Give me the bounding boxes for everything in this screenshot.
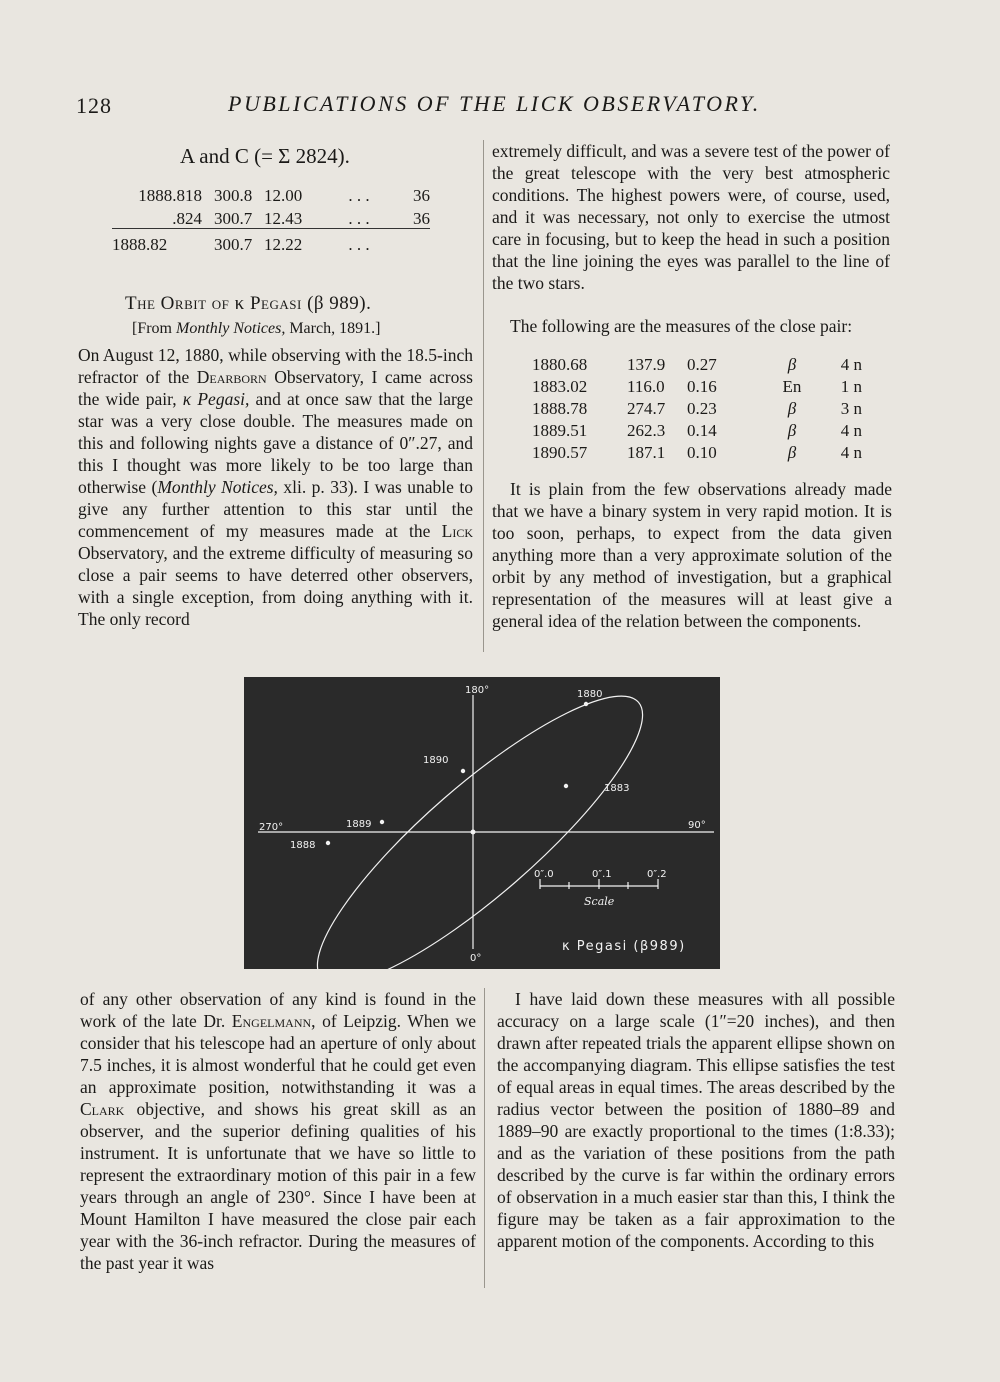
mean-dots: . . . <box>348 234 370 254</box>
table2-epoch: 1890.57 <box>532 443 588 462</box>
table2-nights: 4 n <box>840 421 862 440</box>
point-1889 <box>380 820 384 824</box>
table2-position-angle: 274.7 <box>627 399 666 418</box>
primary-star <box>471 830 476 835</box>
table2-observer: En <box>782 377 802 396</box>
source-journal: Monthly Notices, <box>176 320 286 337</box>
table2-nights: 3 n <box>840 399 862 418</box>
table2-position-angle: 137.9 <box>627 355 666 374</box>
table1-observer: . . . <box>348 185 370 205</box>
table2-epoch: 1888.78 <box>532 399 588 418</box>
label-0: 0° <box>470 953 482 964</box>
page-number: 128 <box>76 93 112 118</box>
lp1-lick: Lick <box>441 521 473 541</box>
section-heading <box>125 293 371 315</box>
table2-position-angle: 262.3 <box>627 421 666 440</box>
point-1880 <box>584 702 588 706</box>
table2-distance: 0.16 <box>687 377 717 396</box>
label-270: 270° <box>259 822 284 833</box>
right-paragraph-3: I have laid down these measures with all possible accuracy on a large scale (1″=20 inches), and then drawn after repeated trials the apparent ellipse shown on the accompanying diagram. This ellipse satisfies the test of equal areas in equal times. The areas described by the radius vector between the position of 1880–89 and 1889–90 are exactly proportional to the times (1:8.33); and as the variation of these positions from the path described by the curve is far within the ordinary errors of observation in a much easier star than this, I think the figure may be taken as a fair approximation to the apparent motion of the components. According to this <box>497 989 895 1251</box>
label-year-1888: 1888 <box>290 840 316 851</box>
lp1-i: Observatory, and the extreme difficulty of measuring so close a pair seems to have deterred other observers, with a single exception, from doing anything with it. The only record <box>78 543 473 629</box>
lp1-c: Observatory, I came across the wide pair, <box>78 367 473 409</box>
table2-nights: 4 n <box>840 443 862 462</box>
scale-label-1: 0″.1 <box>592 869 612 880</box>
source-prefix: [From <box>132 320 176 337</box>
table2-epoch: 1880.68 <box>532 355 588 374</box>
left-paragraph-1 <box>78 344 473 630</box>
figure-caption: κ Pegasi (β989) <box>562 939 686 954</box>
mean-angle: 300.7 <box>214 234 253 254</box>
lp2-clark: Clark <box>80 1099 125 1119</box>
table1-epoch: .824 <box>172 208 202 228</box>
lp1-dearborn: Dearborn <box>196 367 267 387</box>
scale-label-0: 0″.0 <box>534 869 554 880</box>
scale-word: Scale <box>584 895 615 908</box>
lp2-c: , of Leipzig. When we consider that his telescope had an aperture of only about 7.5 inches, it is almost wonderful that he could get even an approximate position, notwithstanding it was a <box>80 1011 476 1097</box>
table2-distance: 0.14 <box>687 421 717 440</box>
lp1-kappa-pegasi: κ Pegasi, <box>182 389 250 409</box>
table2-distance: 0.23 <box>687 399 717 418</box>
lp2-e: objective, and shows his great skill as an observer, and the superior defining qualities of his instrument. It is unfortunate that we have so little to represent the extraordinary motion of this pair in a few years through an angle of 230°. Since I have been at Mount Hamilton I have measured the close pair each year with the 36-inch refractor. During the measures of the past year it was <box>80 1099 476 1273</box>
table1-title: A and C (= Σ 2824). <box>180 144 350 168</box>
table1-sum-rule <box>112 228 430 229</box>
table2-nights: 1 n <box>840 377 862 396</box>
heading-kappa: κ <box>234 293 245 314</box>
mean-nights <box>384 233 430 256</box>
table2-epoch: 1889.51 <box>532 421 588 440</box>
point-1883 <box>564 784 568 788</box>
right-paragraph-2: It is plain from the few observations already made that we have a binary system in very rapid motion. It is too soon, perhaps, to expect from the data given anything more than a very approximate solution of the orbit by any method of investigation, but a graphical representation of the measures will at least give a general idea of the relation between the components. <box>492 479 892 631</box>
table2-distance: 0.10 <box>687 443 717 462</box>
table2-row <box>532 442 862 464</box>
table2-distance: 0.27 <box>687 355 717 374</box>
diagram-background <box>244 677 720 969</box>
table2-position-angle: 187.1 <box>627 443 666 462</box>
table1-nights: 36 <box>413 185 430 205</box>
left-paragraph-2 <box>80 988 476 1274</box>
table2-position-angle: 116.0 <box>627 377 665 396</box>
table2-observer: β <box>787 421 797 440</box>
label-year-1883: 1883 <box>604 783 630 794</box>
column-rule-top <box>483 140 484 652</box>
point-1890 <box>461 769 465 773</box>
label-year-1889: 1889 <box>346 819 372 830</box>
table2-observer: β <box>787 443 797 462</box>
lp1-monthly-notices: Monthly Notices, <box>157 477 278 497</box>
label-180: 180° <box>465 685 490 696</box>
table1-position-angle: 300.7 <box>214 208 253 228</box>
label-90: 90° <box>688 820 706 831</box>
table2-observer: β <box>787 355 797 374</box>
table1-distance: 12.00 <box>264 185 303 205</box>
lp2-a: of any other observation of any kind is found in the work of the late Dr. <box>80 989 476 1031</box>
table2-row <box>532 398 862 420</box>
table1-observer: . . . <box>348 208 370 228</box>
mean-distance: 12.22 <box>264 234 303 254</box>
table1-row <box>112 207 430 230</box>
column-rule-bottom <box>484 988 485 1288</box>
section-source <box>132 320 380 338</box>
table1-row <box>112 184 430 207</box>
lp1-g: xli. p. 33). I was unable to give any further attention to this star until the commencement of my measures made at the <box>78 477 473 541</box>
table1 <box>112 184 430 230</box>
right-paragraph-1: extremely difficult, and was a severe test of the power of the great telescope with the very best atmospheric conditions. The highest powers were, of course, used, and it was necessary, not only to exercise the utmost care in focusing, but to keep the head in such a position that the line joining the eyes was parallel to the line of the two stars. <box>492 141 890 293</box>
mean-epoch: 1888.82 <box>112 234 168 254</box>
measures-intro: The following are the measures of the close pair: <box>510 316 853 336</box>
table2-nights: 4 n <box>840 355 862 374</box>
table2-row <box>532 420 862 442</box>
source-date: March, 1891.] <box>285 320 381 337</box>
orbit-diagram <box>244 677 720 969</box>
heading-prefix: The Orbit of <box>125 293 235 314</box>
heading-star: Pegasi <box>244 293 302 314</box>
lp1-a: On August 12, 1880, while observing with the 18.5-inch refractor of the <box>78 345 473 387</box>
table1-position-angle: 300.8 <box>214 185 253 205</box>
heading-suffix: (β 989). <box>301 293 372 314</box>
table2 <box>532 354 862 464</box>
table1-distance: 12.43 <box>264 208 303 228</box>
orbit-diagram-svg <box>244 677 720 969</box>
label-year-1880: 1880 <box>577 689 603 700</box>
table2-row <box>532 376 862 398</box>
lp2-engelmann: Engelmann <box>231 1011 312 1031</box>
table2-observer: β <box>787 399 797 418</box>
table1-epoch: 1888.818 <box>138 185 202 205</box>
running-title: PUBLICATIONS OF THE LICK OBSERVATORY. <box>228 91 761 116</box>
label-year-1890: 1890 <box>423 755 449 766</box>
lp1-e: and at once saw that the large star was a very close double. The measures made on this and following nights gave a distance of 0″.27, and this I thought was more likely to be too large than otherwise ( <box>78 389 473 497</box>
scale-label-2: 0″.2 <box>647 869 667 880</box>
table1-nights: 36 <box>413 208 430 228</box>
table2-epoch: 1883.02 <box>532 377 588 396</box>
point-1888 <box>326 841 330 845</box>
table2-row <box>532 354 862 376</box>
table1-mean-row <box>112 233 430 256</box>
